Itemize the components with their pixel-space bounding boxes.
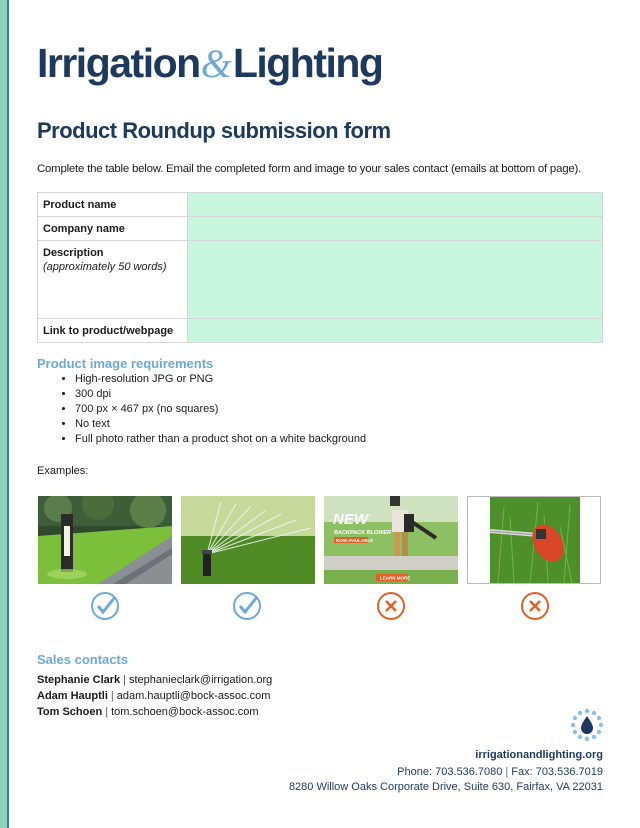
footer-address: 8280 Willow Oaks Corporate Drive, Suite 630, Fairfax, VA 22031 [288,781,603,793]
form-label-product-name: Product name [38,193,188,217]
requirement-item: • High-resolution JPG or PNG [75,372,366,387]
sales-contacts-list [37,672,272,720]
example-image-sprinkler [181,496,315,584]
contact-email[interactable]: adam.hauptli@bock-assoc.com [116,690,271,702]
irrigation-lighting-logo [37,40,382,92]
description-field[interactable] [188,241,603,319]
water-drop-icon [570,708,604,742]
check-icon [90,591,120,621]
contact-name: Stephanie Clark [37,674,121,686]
page-title: Product Roundup submission form [37,118,391,143]
requirement-item: • No text [75,417,366,432]
logo-word-irrigation: Irrigation [37,40,200,86]
example-image-path-light [38,496,172,584]
ad-subhead: BACKPACK BLOWER [334,530,392,536]
footer-fax: Fax: 703.536.7019 [511,766,603,778]
cross-icon [520,591,550,621]
example-image-blower-ad [324,496,458,584]
intro-text: Complete the table below. Email the completed form and image to your sales contact (emails at bottom of page). [37,163,582,175]
requirement-item: • 700 px × 467 px (no squares) [75,402,366,417]
ad-headline: NEW [333,511,368,528]
logo-ampersand: & [200,41,232,86]
footer-phone: Phone: 703.536.7080 [397,766,503,778]
form-label-description [38,241,188,319]
contact-email[interactable]: stephanieclark@irrigation.org [129,674,273,686]
form-row-company-name [38,217,603,241]
footer-website[interactable]: irrigationandlighting.org [475,749,603,761]
contact-name: Tom Schoen [37,706,103,718]
form-row-link [38,319,603,343]
example-image-trimmer [467,496,601,584]
check-icon [232,591,262,621]
product-name-field[interactable] [188,193,603,217]
ad-tag: NOW AVAILABLE [336,538,374,543]
form-label-company-name: Company name [38,217,188,241]
product-link-field[interactable] [188,319,603,343]
image-requirements-list [37,372,366,447]
sales-contacts-title: Sales contacts [37,652,129,667]
examples-label: Examples: [37,465,89,477]
submission-form-table [37,192,603,343]
left-accent-bar [0,0,9,828]
contact-row: Stephanie Clark | stephanieclark@irrigation.org [37,674,273,686]
cross-icon [376,591,406,621]
form-row-product-name [38,193,603,217]
contact-email[interactable]: tom.schoen@bock-assoc.com [111,706,259,718]
contact-row: Adam Hauptli | adam.hauptli@bock-assoc.com [37,690,271,702]
description-sublabel: (approximately 50 words) [43,261,167,273]
contact-row: Tom Schoen | tom.schoen@bock-assoc.com [37,706,259,718]
form-row-description [38,241,603,319]
form-label-link: Link to product/webpage [38,319,188,343]
footer-phone-fax: Phone: 703.536.7080 | Fax: 703.536.7019 [397,766,603,778]
image-requirements-title: Product image requirements [37,356,214,371]
requirement-item: • Full photo rather than a product shot on a white background [75,432,366,447]
company-name-field[interactable] [188,217,603,241]
logo-word-lighting: Lighting [232,40,383,86]
contact-name: Adam Hauptli [37,690,108,702]
ad-button: LEARN MORE [380,575,411,581]
requirement-item: • 300 dpi [75,387,366,402]
description-label: Description [43,247,104,259]
